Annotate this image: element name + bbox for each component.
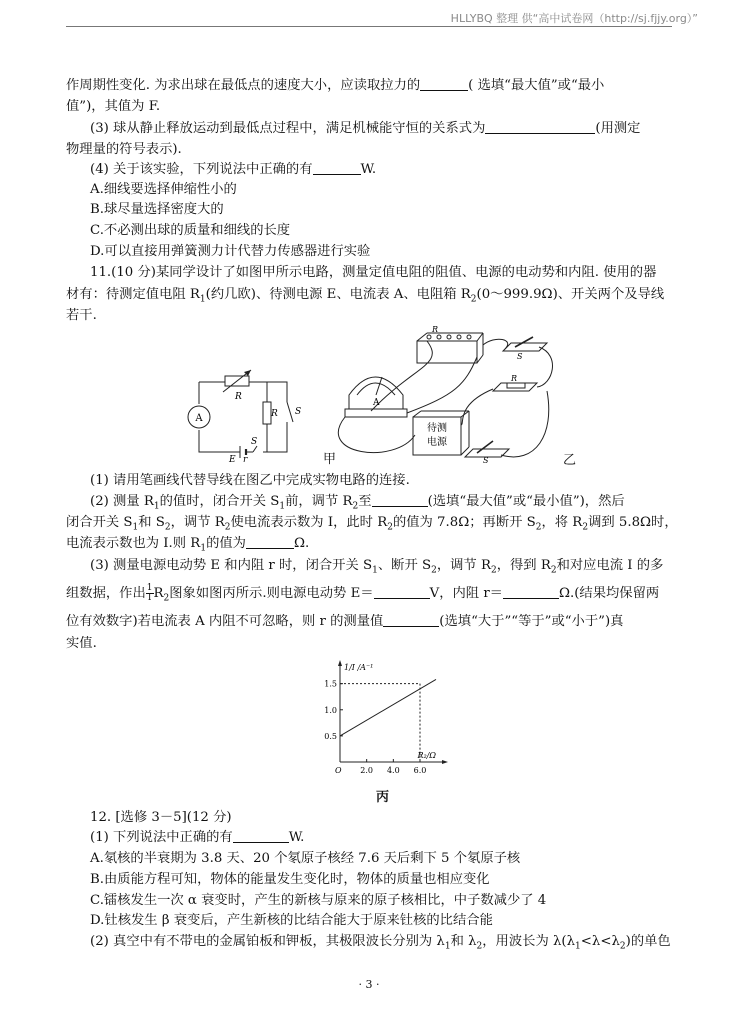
answer-blank <box>372 492 428 507</box>
y-axis-arrow <box>338 660 342 666</box>
svg-text:S: S <box>295 407 302 417</box>
text-line: 物理量的符号表示). <box>66 142 182 157</box>
y-tick-label: 1.0 <box>324 705 337 715</box>
text-line: (2) 真空中有不带电的金属铂板和钾板，其极限波长分别为 $\lambda_1$和 $\lambda_2$，用波长为 $\lambda(\lambda_1<\lambda<\lambda_2)$的单色 <box>90 934 671 952</box>
text-line: A.细线要选择伸缩性小的 <box>90 182 237 197</box>
text-line: C.镭核发生一次 α 衰变时，产生的新核与原来的原子核相比，中子数减少了 4 <box>90 893 547 908</box>
x-tick-label: 2.0 <box>360 766 374 775</box>
text-line: (3) 球从静止释放运动到最低点过程中，满足机械能守恒的关系式为 (用测定 <box>90 121 641 136</box>
text-line: D.可以直接用弹簧测力计代替力传感器进行实验 <box>90 244 371 259</box>
graph-bing <box>318 660 448 780</box>
text-line: 作周期性变化. 为求出球在最低点的速度大小，应读取拉力的 ( 选填“最大值”或“最小 <box>66 78 605 93</box>
text-line: 材有：待测定值电阻 $R_1$(约几欧)、待测电源 E、电流表 A、电阻箱 $R_2(0\sim 999.9\Omega)$、开关两个及导线 <box>66 287 665 305</box>
text-line: 闭合开关 $S_1$和 $S_2$，调节 $R_2$使电流表示数为 I，此时 $R_2$的值为 7.8Ω；再断开 $S_2$，将 $R_2$调到 5.8Ω时， <box>66 515 678 533</box>
text-line: 11.(10 分)某同学设计了如图甲所示电路，测量定值电阻的阻值、电源的电动势和内阻. 使用的器 <box>90 265 657 280</box>
text-line: (4) 关于该实验，下列说法中正确的有 W. <box>90 162 377 177</box>
svg-text:R: R <box>235 392 242 402</box>
text-line: 电流表示数也为 I.则 $R_1$的值为 Ω. <box>66 536 310 554</box>
svg-text:r: r <box>243 455 248 465</box>
text-line: (1) 请用笔画线代替导线在图乙中完成实物电路的连接. <box>90 473 410 488</box>
series-line <box>340 679 436 735</box>
text-line: A.氡核的半衰期为 3.8 天、20 个氡原子核经 7.6 天后剩下 5 个氡原子核 <box>90 851 521 866</box>
svg-text:A: A <box>195 413 203 424</box>
svg-text:E: E <box>229 455 236 465</box>
origin-label: O <box>335 766 342 775</box>
circuit-diagram-jia <box>185 364 315 464</box>
answer-blank <box>503 584 559 599</box>
answer-blank <box>233 828 289 843</box>
text-line: C.不必测出球的质量和细线的长度 <box>90 223 291 238</box>
text-line: 值”)，其值为 F. <box>66 99 161 114</box>
text-line: B.球尽量选择密度大的 <box>90 202 224 217</box>
text-line: D.钍核发生 β 衰变后，产生新核的比结合能大于原来钍核的比结合能 <box>90 913 493 928</box>
svg-text:R: R <box>271 409 278 419</box>
svg-text:电源: 电源 <box>427 437 447 448</box>
answer-blank <box>485 119 595 134</box>
text-line: (3) 测量电源电动势 E 和内阻 r 时，闭合开关 $S_1$、断开 $S_2$，调节 $R_2$，得到 $R_2$和对应电流 I 的多 <box>90 558 664 576</box>
answer-blank <box>374 584 430 599</box>
text-line: 若干. <box>66 308 97 323</box>
page-header: HLLYBQ 整理 供“高中试卷网（http://sj.fjjy.org）” <box>450 12 698 25</box>
x-tick-label: 6.0 <box>413 766 427 775</box>
svg-text:R: R <box>432 325 439 334</box>
text-line: 位有效数字)若电流表 A 内阻不可忽略，则 r 的测量值 (选填“大于”“等于”或“小于”)真 <box>66 614 624 629</box>
svg-text:S: S <box>251 437 258 447</box>
text-line: B.由质能方程可知，物体的能量发生变化时，物体的质量也相应变化 <box>90 872 490 887</box>
answer-blank <box>420 76 468 91</box>
svg-text:S: S <box>483 456 489 465</box>
y-axis-label: 1/I /A⁻¹ <box>344 663 374 672</box>
x-axis-label: R₂/Ω <box>417 751 436 760</box>
header-rule <box>66 26 672 27</box>
y-tick-label: 1.5 <box>324 679 337 689</box>
text-line: (1) 下列说法中正确的有 W. <box>90 830 305 845</box>
text-line: 12. [选修 3－5](12 分) <box>90 810 232 825</box>
x-tick-label: 4.0 <box>386 766 400 775</box>
page-number: · 3 · <box>358 978 380 991</box>
svg-text:A: A <box>373 398 380 408</box>
answer-blank <box>246 534 294 549</box>
fraction-1-over-i: $\frac{1}{I}$ <box>146 583 153 603</box>
apparatus-drawing-yi <box>335 325 565 465</box>
answer-blank <box>313 160 361 175</box>
figure-caption-jia: 甲 <box>323 452 337 467</box>
text-line: 实值. <box>66 636 97 651</box>
figure-caption-bing: 丙 <box>376 790 390 805</box>
text-line: 组数据，作出 $\frac{1}{I}$ $R_2$图象如图丙所示.则电源电动势 E＝ V，内阻 r＝ Ω.(结果均保留两 <box>66 583 660 604</box>
figure-caption-yi: 乙 <box>563 453 577 468</box>
text-line: (2) 测量 $R_1$的值时，闭合开关 $S_1$前，调节 $R_2$至 (选填“最大值”或“最小值”)，然后 <box>90 494 625 512</box>
svg-text:R: R <box>511 374 518 383</box>
x-axis-arrow <box>442 760 448 764</box>
answer-blank <box>383 612 439 627</box>
svg-text:待测: 待测 <box>427 423 447 434</box>
y-tick-label: 0.5 <box>324 731 337 741</box>
svg-text:S: S <box>517 352 523 361</box>
